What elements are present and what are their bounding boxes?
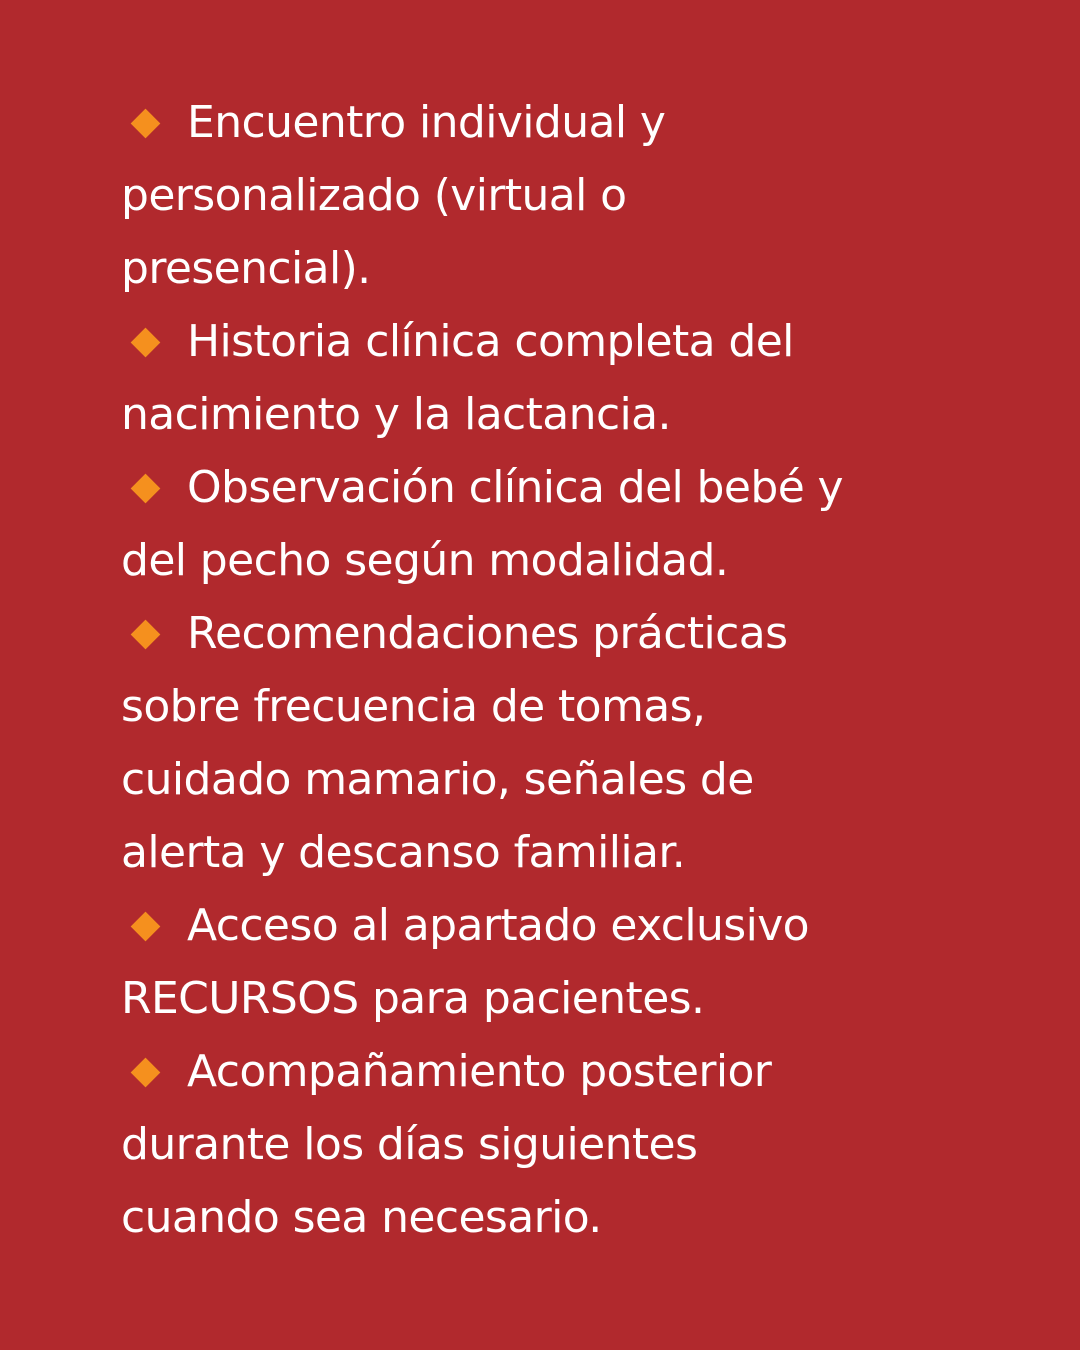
list-item [121,597,981,889]
diamond-bullet-icon [131,620,161,650]
item-text-line: nacimiento y la lactancia. [121,389,671,440]
item-text-line: RECURSOS para pacientes. [121,973,705,1024]
item-text-line: Historia clínica completa del [187,316,794,367]
list-item [121,305,981,451]
diamond-bullet-icon [131,1058,161,1088]
diamond-bullet-icon [131,912,161,942]
item-text-line: Recomendaciones prácticas [187,608,788,659]
list-item [121,451,981,597]
item-text-line: sobre frecuencia de tomas, [121,681,706,732]
item-text-line: Acceso al apartado exclusivo [187,900,809,951]
list-item [121,86,981,305]
item-text-line: alerta y descanso familiar. [121,827,686,878]
list-item [121,1035,981,1254]
diamond-bullet-icon [131,474,161,504]
item-text-line: personalizado (virtual o [121,170,627,221]
list-item [121,889,981,1035]
item-text-line: Acompañamiento posterior [187,1046,772,1097]
item-text-line: cuando sea necesario. [121,1192,602,1243]
item-text-line: cuidado mamario, señales de [121,754,754,805]
item-text-line: Encuentro individual y [187,97,666,148]
diamond-bullet-icon [131,109,161,139]
item-text-line: del pecho según modalidad. [121,535,729,586]
item-text-line: Observación clínica del bebé y [187,462,843,513]
diamond-bullet-icon [131,328,161,358]
item-text-line: durante los días siguientes [121,1119,698,1170]
item-text-line: presencial). [121,243,371,294]
service-feature-list [121,86,981,1254]
